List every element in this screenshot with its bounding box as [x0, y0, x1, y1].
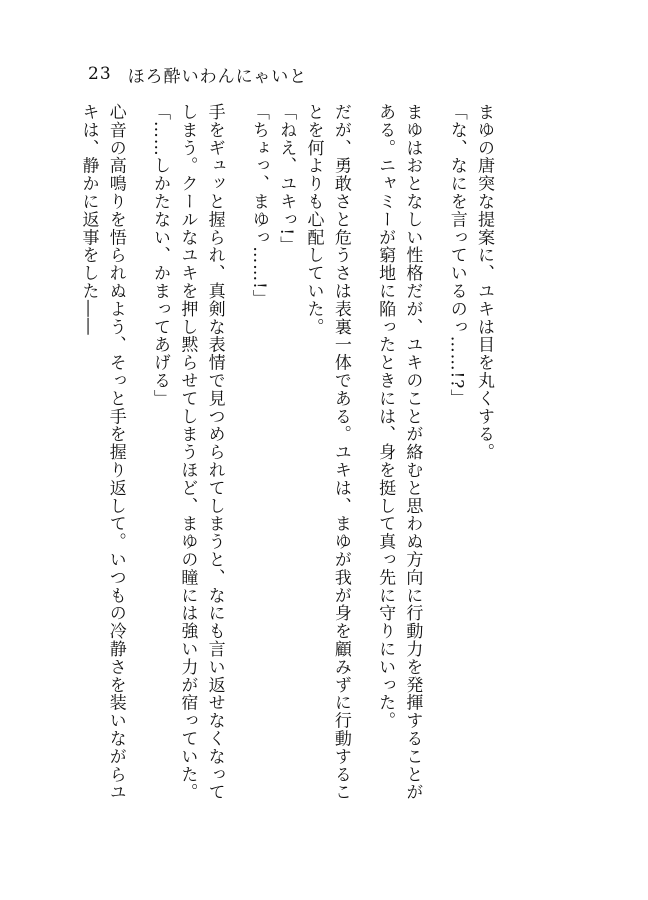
page-number: 23 — [88, 64, 112, 84]
running-head — [88, 62, 307, 86]
text-line: 手をギュッと握られ、真剣な表情で見つめられてしまうと、なにも言い返せなくなって — [204, 103, 225, 802]
text-line: とを何よりも心配していた。 — [303, 103, 324, 336]
text-line: 「な、なにを言っているのっ……!?」 — [446, 103, 467, 408]
text-line: まゆの唐突な提案に、ユキは目を丸くする。 — [474, 103, 494, 461]
text-line: 心音の高鳴りを悟られぬよう、そっと手を握り返して。いつもの冷静さを装いながらユ — [105, 103, 126, 802]
text-line: キは、静かに返事をした―― — [78, 103, 99, 336]
text-line: 「ねえ、ユキっ!」 — [276, 103, 297, 254]
text-line: 「ちょっ、まゆっ……!」 — [248, 103, 269, 308]
text-line: だが、勇敢さと危うさは表裏一体である。ユキは、まゆが我が身を顧みずに行動するこ — [330, 103, 351, 802]
book-title: ほろ酔いわんにゃいと — [127, 66, 308, 87]
text-line: しまう。クールなユキを押し黙らせてしまうほど、まゆの瞳には強い力が宿っていた。 — [177, 103, 198, 802]
text-line: 「……しかたない、かまってあげる」 — [150, 103, 171, 408]
text-line: まゆはおとなしい性格だが、ユキのことが絡むと思わぬ方向に行動力を発揮することが — [402, 103, 423, 802]
text-line: ある。ニャミーが窮地に陥ったときには、身を挺して真っ先に守りにいった。 — [375, 103, 396, 730]
vertical-body-text — [78, 103, 514, 863]
